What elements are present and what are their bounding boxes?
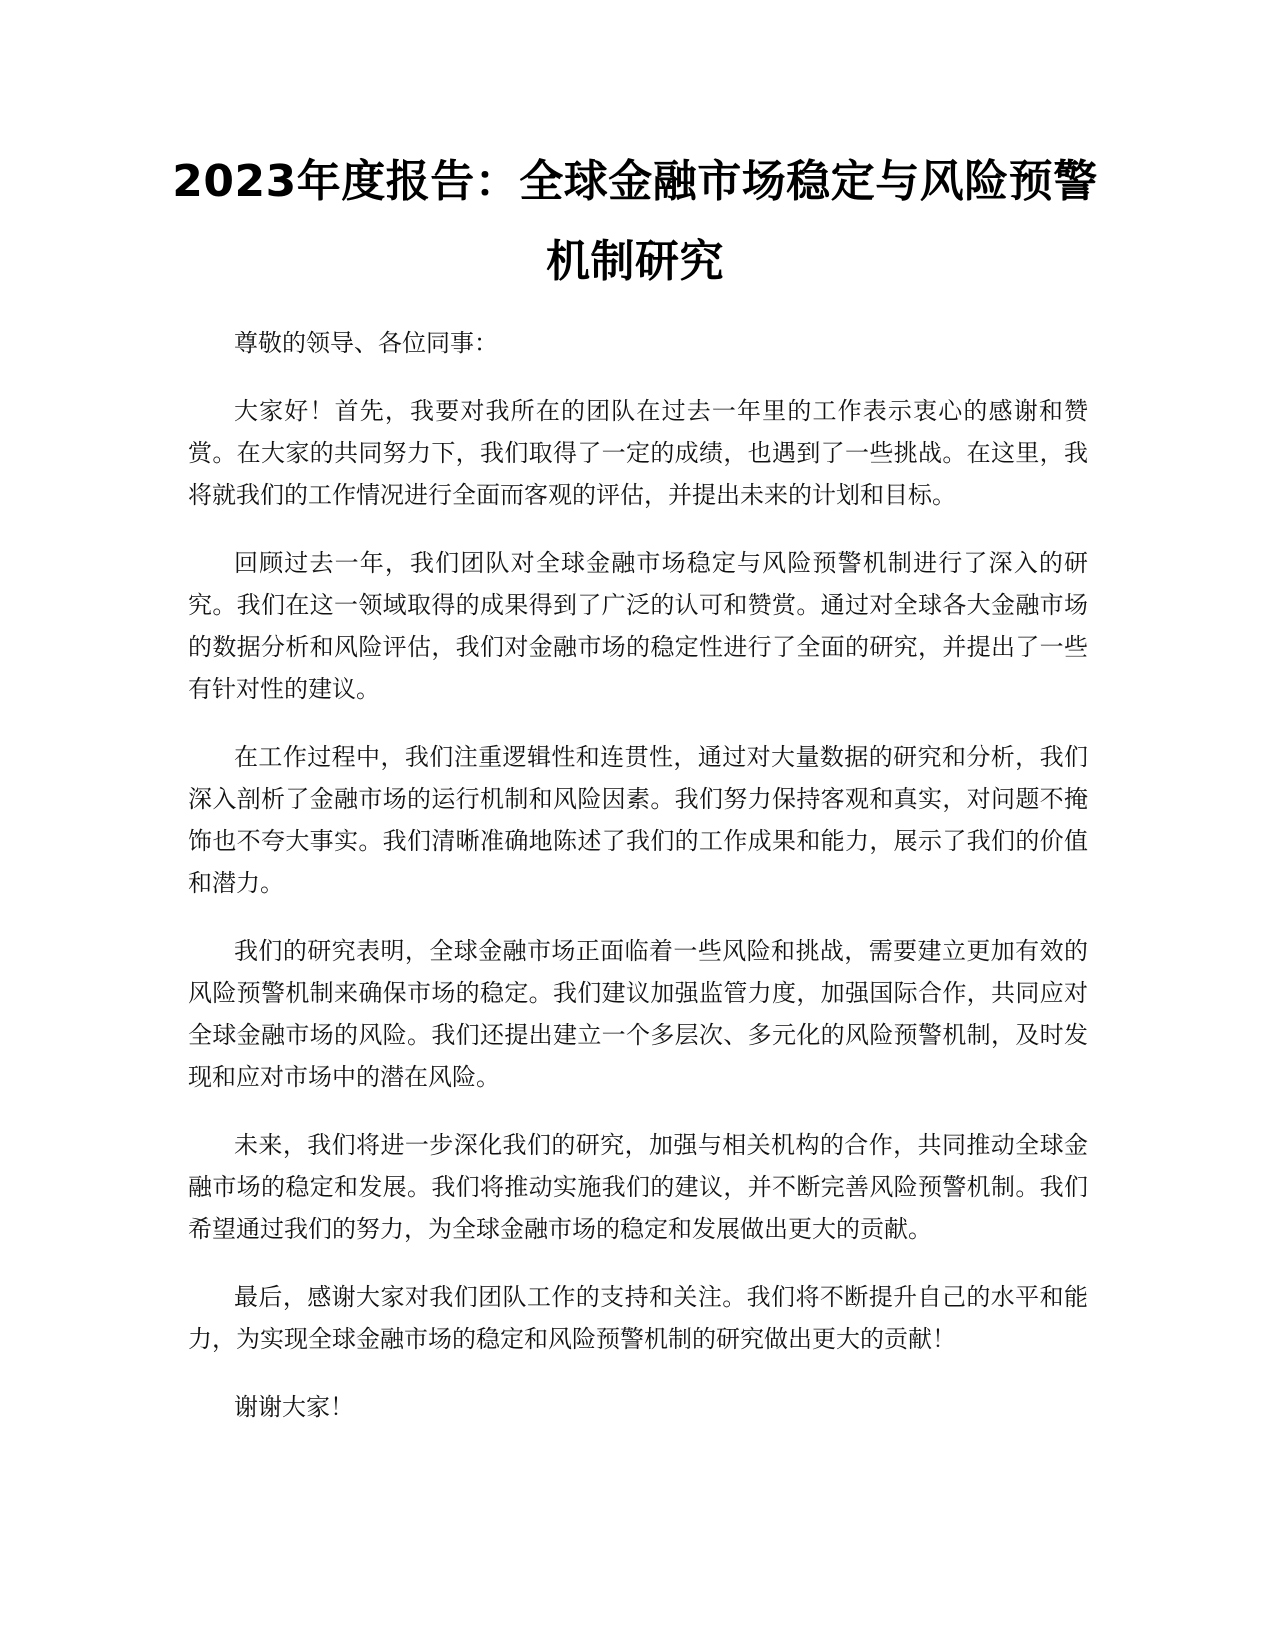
- paragraph-6: 最后，感谢大家对我们团队工作的支持和关注。我们将不断提升自己的水平和能力，为实现全球金融市场的稳定和风险预警机制的研究做出更大的贡献！: [188, 1283, 1088, 1353]
- paragraph-3: 在工作过程中，我们注重逻辑性和连贯性，通过对大量数据的研究和分析，我们深入剖析了金融市场的运行机制和风险因素。我们努力保持客观和真实，对问题不掩饰也不夸大事实。我们清晰准确地陈述了我们的工作成果和能力，展示了我们的价值和潜力。: [188, 743, 1088, 897]
- salutation: 尊敬的领导、各位同事：: [234, 329, 498, 357]
- paragraph-5: 未来，我们将进一步深化我们的研究，加强与相关机构的合作，共同推动全球金融市场的稳定和发展。我们将推动实施我们的建议，并不断完善风险预警机制。我们希望通过我们的努力，为全球金融市场的稳定和发展做出更大的贡献。: [188, 1131, 1088, 1243]
- document-title: 2023年度报告：全球金融市场稳定与风险预警机制研究: [172, 156, 1098, 287]
- closing: 谢谢大家！: [234, 1393, 354, 1421]
- document-body: [188, 322, 1088, 1454]
- paragraph-4: 我们的研究表明，全球金融市场正面临着一些风险和挑战，需要建立更加有效的风险预警机制来确保市场的稳定。我们建议加强监管力度，加强国际合作，共同应对全球金融市场的风险。我们还提出建立一个多层次、多元化的风险预警机制，及时发现和应对市场中的潜在风险。: [188, 937, 1088, 1091]
- paragraph-2: 回顾过去一年，我们团队对全球金融市场稳定与风险预警机制进行了深入的研究。我们在这一领域取得的成果得到了广泛的认可和赞赏。通过对全球各大金融市场的数据分析和风险评估，我们对金融市场的稳定性进行了全面的研究，并提出了一些有针对性的建议。: [188, 549, 1088, 703]
- paragraph-1: 大家好！首先，我要对我所在的团队在过去一年里的工作表示衷心的感谢和赞赏。在大家的共同努力下，我们取得了一定的成绩，也遇到了一些挑战。在这里，我将就我们的工作情况进行全面而客观的评估，并提出未来的计划和目标。: [188, 397, 1088, 509]
